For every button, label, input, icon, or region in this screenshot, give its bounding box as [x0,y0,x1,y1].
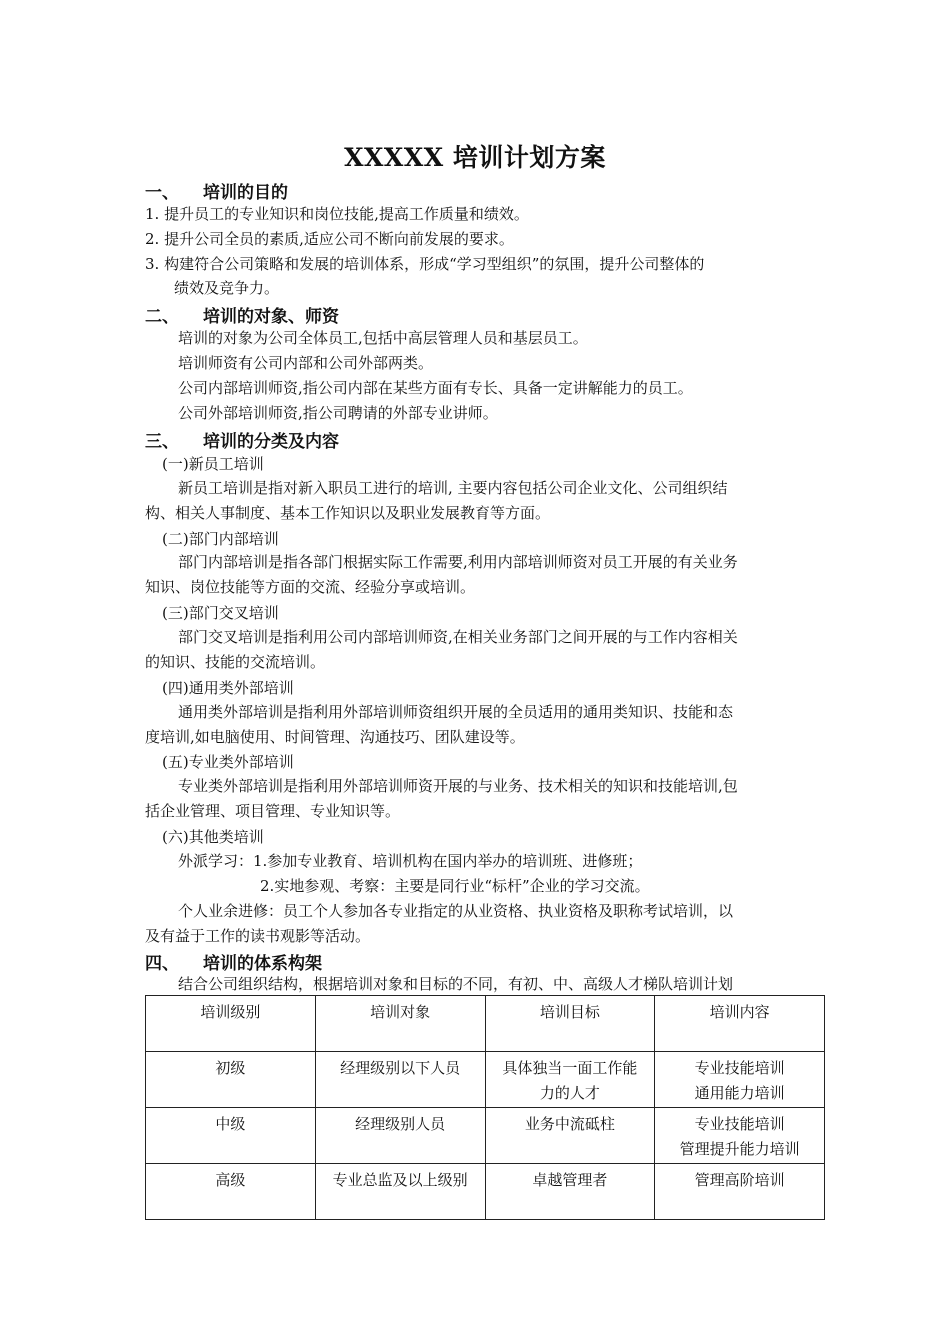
section-title: 培训的目的 [203,183,288,203]
subheading-internal-dept: (二)部门内部培训 [162,530,279,548]
subheading-cross-dept: (三)部门交叉培训 [162,604,279,622]
section-title: 培训的体系构架 [203,954,322,974]
goal-line: 力的人才 [539,1084,600,1102]
section-number: 二、 [145,307,179,327]
paragraph-line: 部门内部培训是指各部门根据实际工作需要,利用内部培训师资对员工开展的有关业务 [178,553,738,571]
purpose-item-1: 1. 提升员工的专业知识和岗位技能,提高工作质量和绩效。 [145,205,529,223]
content-cell [655,1052,825,1108]
target-line-2: 培训师资有公司内部和公司外部两类。 [178,354,434,372]
table-row [146,1108,825,1164]
table-header-cell: 培训对象 [315,996,485,1052]
paragraph-line: 2.实地参观、考察：主要是同行业“标杆”企业的学习交流。 [260,877,650,895]
target-cell: 经理级别人员 [315,1108,485,1164]
purpose-item-3-cont: 绩效及竞争力。 [174,279,280,297]
paragraph-line: 知识、岗位技能等方面的交流、经验分享或培训。 [145,578,476,596]
subheading-professional-external: (五)专业类外部培训 [162,753,294,771]
section-number: 一、 [145,183,179,203]
goal-line: 具体独当一面工作能 [502,1059,638,1077]
target-line-4: 公司外部培训师资,指公司聘请的外部专业讲师。 [178,404,498,422]
goal-cell [485,1052,655,1108]
content-line: 管理提升能力培训 [679,1140,800,1158]
target-line-3: 公司内部培训师资,指公司内部在某些方面有专长、具备一定讲解能力的员工。 [178,379,693,397]
paragraph-line: 构、相关人事制度、基本工作知识以及职业发展教育等方面。 [145,504,551,522]
content-line: 专业技能培训 [694,1059,785,1077]
content-line: 管理高阶培训 [694,1171,785,1189]
paragraph-line: 专业类外部培训是指利用外部培训师资开展的与业务、技术相关的知识和技能培训,包 [178,777,738,795]
paragraph-line: 外派学习：1.参加专业教育、培训机构在国内举办的培训班、进修班； [178,852,643,870]
paragraph-line: 的知识、技能的交流培训。 [145,653,326,671]
paragraph-line: 新员工培训是指对新入职员工进行的培训, 主要内容包括公司企业文化、公司组织结 [178,479,728,497]
section-number: 四、 [145,954,179,974]
paragraph-line: 括企业管理、项目管理、专业知识等。 [145,802,401,820]
table-header-row [146,996,825,1052]
table-header-cell: 培训内容 [655,996,825,1052]
section-heading-categories [145,427,339,452]
content-line: 通用能力培训 [694,1084,785,1102]
paragraph-line: 个人业余进修：员工个人参加各专业指定的从业资格、执业资格及职称考试培训，以 [178,902,734,920]
section-title: 培训的分类及内容 [203,432,339,452]
level-cell: 初级 [146,1052,316,1108]
section-heading-target [145,302,339,327]
paragraph-line: 通用类外部培训是指利用外部培训师资组织开展的全员适用的通用类知识、技能和态 [178,703,734,721]
paragraph-line: 度培训,如电脑使用、时间管理、沟通技巧、团队建设等。 [145,728,525,746]
goal-line: 卓越管理者 [532,1171,608,1189]
table-row [146,1052,825,1108]
content-cell [655,1108,825,1164]
subheading-general-external: (四)通用类外部培训 [162,679,294,697]
document-title: XXXXX 培训计划方案 [344,143,606,172]
target-cell: 专业总监及以上级别 [315,1164,485,1220]
section-number: 三、 [145,432,179,452]
section-title: 培训的对象、师资 [203,307,339,327]
subheading-other: (六)其他类培训 [162,828,264,846]
content-cell [655,1164,825,1220]
table-row [146,1164,825,1220]
purpose-item-3: 3. 构建符合公司策略和发展的培训体系，形成“学习型组织”的氛围，提升公司整体的 [145,255,705,273]
system-intro: 结合公司组织结构，根据培训对象和目标的不同，有初、中、高级人才梯队培训计划 [178,975,734,993]
paragraph-line: 部门交叉培训是指利用公司内部培训师资,在相关业务部门之间开展的与工作内容相关 [178,628,738,646]
level-cell: 高级 [146,1164,316,1220]
purpose-item-2: 2. 提升公司全员的素质,适应公司不断向前发展的要求。 [145,230,514,248]
table-header-cell: 培训目标 [485,996,655,1052]
subheading-new-employee: (一)新员工培训 [162,455,264,473]
section-heading-system [145,949,322,974]
target-cell: 经理级别以下人员 [315,1052,485,1108]
level-cell: 中级 [146,1108,316,1164]
goal-cell [485,1164,655,1220]
target-line-1: 培训的对象为公司全体员工,包括中高层管理人员和基层员工。 [178,329,588,347]
paragraph-line: 及有益于工作的读书观影等活动。 [145,927,371,945]
goal-cell [485,1108,655,1164]
content-line: 专业技能培训 [694,1115,785,1133]
goal-line: 业务中流砥柱 [524,1115,615,1133]
section-heading-purpose [145,178,288,203]
training-system-table [145,995,825,1220]
table-header-cell: 培训级别 [146,996,316,1052]
